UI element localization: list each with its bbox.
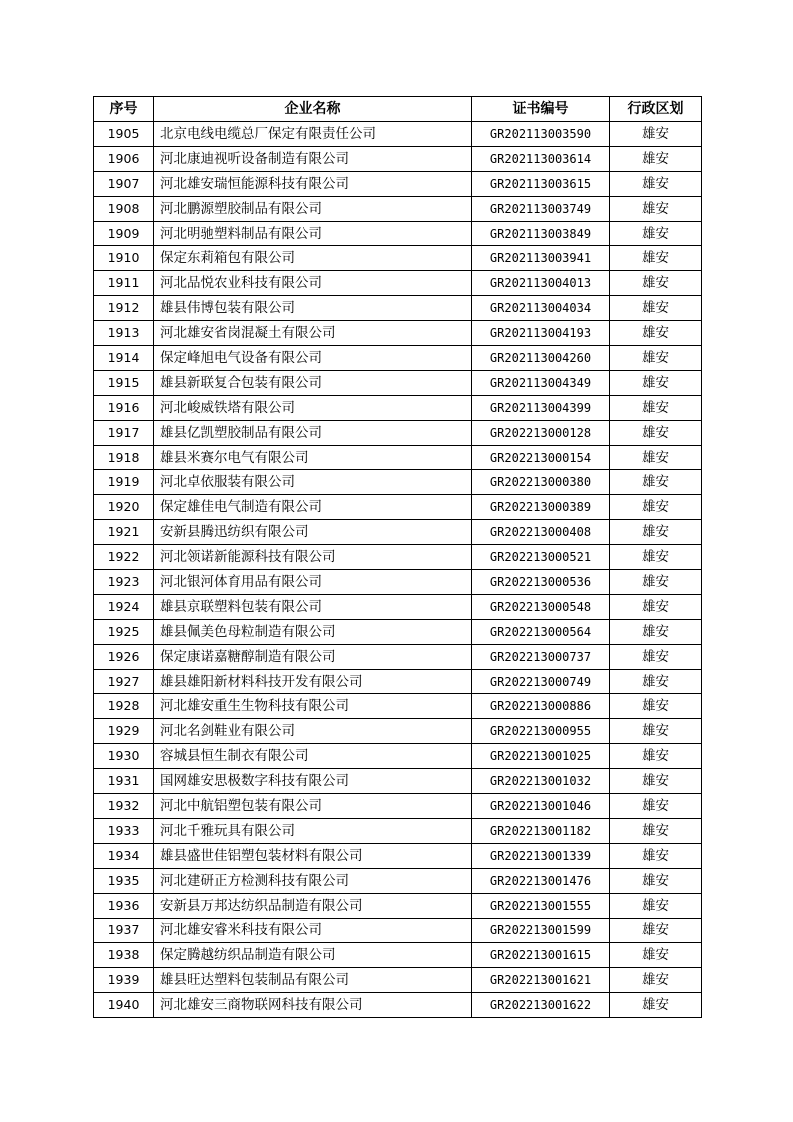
cell-seq: 1928: [94, 694, 154, 719]
header-region: 行政区划: [610, 97, 702, 122]
table-row: [94, 893, 702, 918]
cell-region: 雄安: [610, 694, 702, 719]
cell-certificate-number: GR202213001046: [472, 794, 610, 819]
cell-region: 雄安: [610, 246, 702, 271]
table-row: [94, 470, 702, 495]
cell-seq: 1924: [94, 594, 154, 619]
cell-region: 雄安: [610, 619, 702, 644]
cell-certificate-number: GR202113003614: [472, 146, 610, 171]
table-row: [94, 993, 702, 1018]
table-row: [94, 868, 702, 893]
table-row: [94, 594, 702, 619]
cell-company-name: 保定东莉箱包有限公司: [154, 246, 472, 271]
table-body: [94, 122, 702, 1018]
table-row: [94, 246, 702, 271]
cell-region: 雄安: [610, 968, 702, 993]
cell-region: 雄安: [610, 794, 702, 819]
cell-certificate-number: GR202213001032: [472, 769, 610, 794]
cell-company-name: 河北雄安重生生物科技有限公司: [154, 694, 472, 719]
cell-seq: 1930: [94, 744, 154, 769]
cell-company-name: 雄县京联塑料包装有限公司: [154, 594, 472, 619]
cell-region: 雄安: [610, 420, 702, 445]
cell-region: 雄安: [610, 370, 702, 395]
table-row: [94, 968, 702, 993]
cell-region: 雄安: [610, 769, 702, 794]
cell-certificate-number: GR202213000380: [472, 470, 610, 495]
cell-seq: 1937: [94, 918, 154, 943]
cell-certificate-number: GR202213000154: [472, 445, 610, 470]
cell-seq: 1922: [94, 545, 154, 570]
cell-seq: 1926: [94, 644, 154, 669]
table-row: [94, 146, 702, 171]
cell-region: 雄安: [610, 570, 702, 595]
cell-seq: 1916: [94, 395, 154, 420]
cell-region: 雄安: [610, 719, 702, 744]
table-row: [94, 520, 702, 545]
table-row: [94, 495, 702, 520]
cell-company-name: 河北中航铝塑包装有限公司: [154, 794, 472, 819]
cell-region: 雄安: [610, 395, 702, 420]
cell-certificate-number: GR202213001621: [472, 968, 610, 993]
cell-company-name: 容城县恒生制衣有限公司: [154, 744, 472, 769]
table-row: [94, 694, 702, 719]
cell-seq: 1915: [94, 370, 154, 395]
cell-seq: 1920: [94, 495, 154, 520]
cell-company-name: 河北明驰塑料制品有限公司: [154, 221, 472, 246]
cell-region: 雄安: [610, 470, 702, 495]
cell-region: 雄安: [610, 445, 702, 470]
cell-certificate-number: GR202213000521: [472, 545, 610, 570]
header-cert: 证书编号: [472, 97, 610, 122]
cell-certificate-number: GR202113004193: [472, 321, 610, 346]
cell-region: 雄安: [610, 993, 702, 1018]
cell-region: 雄安: [610, 818, 702, 843]
table-row: [94, 843, 702, 868]
cell-company-name: 河北鹏源塑胶制品有限公司: [154, 196, 472, 221]
table-row: [94, 669, 702, 694]
table-row: [94, 769, 702, 794]
table-row: [94, 171, 702, 196]
cell-seq: 1939: [94, 968, 154, 993]
cell-certificate-number: GR202213001476: [472, 868, 610, 893]
cell-seq: 1905: [94, 122, 154, 147]
cell-seq: 1934: [94, 843, 154, 868]
cell-region: 雄安: [610, 321, 702, 346]
table-row: [94, 346, 702, 371]
cell-certificate-number: GR202113004034: [472, 296, 610, 321]
cell-company-name: 河北银河体育用品有限公司: [154, 570, 472, 595]
table-row: [94, 395, 702, 420]
cell-company-name: 雄县佩美色母粒制造有限公司: [154, 619, 472, 644]
cell-certificate-number: GR202213000536: [472, 570, 610, 595]
cell-region: 雄安: [610, 296, 702, 321]
cell-seq: 1938: [94, 943, 154, 968]
table-row: [94, 196, 702, 221]
table-row: [94, 271, 702, 296]
cell-company-name: 雄县新联复合包装有限公司: [154, 370, 472, 395]
cell-certificate-number: GR202113003590: [472, 122, 610, 147]
table-row: [94, 818, 702, 843]
table-row: [94, 545, 702, 570]
cell-region: 雄安: [610, 669, 702, 694]
table-row: [94, 296, 702, 321]
table-row: [94, 794, 702, 819]
cell-certificate-number: GR202213001555: [472, 893, 610, 918]
cell-certificate-number: GR202213000408: [472, 520, 610, 545]
cell-company-name: 国网雄安思极数字科技有限公司: [154, 769, 472, 794]
cell-region: 雄安: [610, 644, 702, 669]
cell-seq: 1927: [94, 669, 154, 694]
cell-seq: 1918: [94, 445, 154, 470]
cell-certificate-number: GR202213001339: [472, 843, 610, 868]
table-row: [94, 221, 702, 246]
cell-company-name: 安新县腾迅纺织有限公司: [154, 520, 472, 545]
cell-region: 雄安: [610, 943, 702, 968]
cell-region: 雄安: [610, 594, 702, 619]
cell-company-name: 雄县亿凯塑胶制品有限公司: [154, 420, 472, 445]
cell-company-name: 河北康迪视听设备制造有限公司: [154, 146, 472, 171]
enterprise-table: [93, 96, 702, 1018]
table-header-row: [94, 97, 702, 122]
cell-certificate-number: GR202113003615: [472, 171, 610, 196]
cell-seq: 1914: [94, 346, 154, 371]
cell-seq: 1909: [94, 221, 154, 246]
header-name: 企业名称: [154, 97, 472, 122]
cell-region: 雄安: [610, 893, 702, 918]
cell-certificate-number: GR202113004349: [472, 370, 610, 395]
cell-company-name: 保定腾越纺织品制造有限公司: [154, 943, 472, 968]
table-row: [94, 570, 702, 595]
cell-company-name: 河北品悦农业科技有限公司: [154, 271, 472, 296]
cell-certificate-number: GR202213000955: [472, 719, 610, 744]
cell-region: 雄安: [610, 495, 702, 520]
cell-region: 雄安: [610, 918, 702, 943]
cell-certificate-number: GR202213001599: [472, 918, 610, 943]
cell-certificate-number: GR202113004013: [472, 271, 610, 296]
cell-seq: 1923: [94, 570, 154, 595]
table-row: [94, 644, 702, 669]
cell-seq: 1911: [94, 271, 154, 296]
cell-region: 雄安: [610, 196, 702, 221]
cell-region: 雄安: [610, 545, 702, 570]
cell-certificate-number: GR202213001025: [472, 744, 610, 769]
cell-certificate-number: GR202213000548: [472, 594, 610, 619]
cell-seq: 1906: [94, 146, 154, 171]
cell-certificate-number: GR202113004260: [472, 346, 610, 371]
document-page: [93, 96, 701, 1018]
cell-seq: 1925: [94, 619, 154, 644]
cell-certificate-number: GR202213001615: [472, 943, 610, 968]
cell-seq: 1919: [94, 470, 154, 495]
cell-company-name: 河北雄安省岗混凝土有限公司: [154, 321, 472, 346]
cell-company-name: 雄县盛世佳铝塑包装材料有限公司: [154, 843, 472, 868]
cell-company-name: 河北雄安睿米科技有限公司: [154, 918, 472, 943]
cell-region: 雄安: [610, 171, 702, 196]
cell-certificate-number: GR202213001622: [472, 993, 610, 1018]
cell-region: 雄安: [610, 868, 702, 893]
cell-region: 雄安: [610, 122, 702, 147]
cell-region: 雄安: [610, 346, 702, 371]
cell-seq: 1913: [94, 321, 154, 346]
cell-seq: 1936: [94, 893, 154, 918]
table-row: [94, 619, 702, 644]
cell-company-name: 雄县雄阳新材料科技开发有限公司: [154, 669, 472, 694]
header-seq: 序号: [94, 97, 154, 122]
cell-certificate-number: GR202113003849: [472, 221, 610, 246]
cell-region: 雄安: [610, 744, 702, 769]
cell-region: 雄安: [610, 520, 702, 545]
table-row: [94, 321, 702, 346]
cell-seq: 1932: [94, 794, 154, 819]
cell-company-name: 北京电线电缆总厂保定有限责任公司: [154, 122, 472, 147]
cell-company-name: 河北领诺新能源科技有限公司: [154, 545, 472, 570]
table-row: [94, 744, 702, 769]
cell-seq: 1931: [94, 769, 154, 794]
cell-seq: 1940: [94, 993, 154, 1018]
cell-certificate-number: GR202113003749: [472, 196, 610, 221]
cell-certificate-number: GR202213000749: [472, 669, 610, 694]
cell-seq: 1910: [94, 246, 154, 271]
table-row: [94, 445, 702, 470]
cell-seq: 1935: [94, 868, 154, 893]
cell-company-name: 河北雄安三商物联网科技有限公司: [154, 993, 472, 1018]
table-row: [94, 719, 702, 744]
cell-company-name: 河北雄安瑞恒能源科技有限公司: [154, 171, 472, 196]
cell-company-name: 河北卓依服装有限公司: [154, 470, 472, 495]
cell-region: 雄安: [610, 271, 702, 296]
cell-certificate-number: GR202213001182: [472, 818, 610, 843]
table-row: [94, 918, 702, 943]
table-row: [94, 370, 702, 395]
cell-region: 雄安: [610, 221, 702, 246]
cell-seq: 1907: [94, 171, 154, 196]
cell-certificate-number: GR202213000564: [472, 619, 610, 644]
cell-company-name: 保定峰旭电气设备有限公司: [154, 346, 472, 371]
cell-company-name: 河北千雅玩具有限公司: [154, 818, 472, 843]
cell-company-name: 保定雄佳电气制造有限公司: [154, 495, 472, 520]
cell-company-name: 雄县米赛尔电气有限公司: [154, 445, 472, 470]
cell-region: 雄安: [610, 843, 702, 868]
cell-certificate-number: GR202213000128: [472, 420, 610, 445]
table-row: [94, 943, 702, 968]
cell-certificate-number: GR202113004399: [472, 395, 610, 420]
cell-company-name: 河北峻威铁塔有限公司: [154, 395, 472, 420]
table-row: [94, 122, 702, 147]
cell-seq: 1917: [94, 420, 154, 445]
cell-seq: 1929: [94, 719, 154, 744]
cell-seq: 1921: [94, 520, 154, 545]
cell-certificate-number: GR202213000389: [472, 495, 610, 520]
cell-company-name: 安新县万邦达纺织品制造有限公司: [154, 893, 472, 918]
cell-company-name: 河北名剑鞋业有限公司: [154, 719, 472, 744]
cell-certificate-number: GR202213000886: [472, 694, 610, 719]
cell-company-name: 雄县旺达塑料包装制品有限公司: [154, 968, 472, 993]
cell-seq: 1933: [94, 818, 154, 843]
cell-company-name: 雄县伟博包装有限公司: [154, 296, 472, 321]
cell-company-name: 河北建研正方检测科技有限公司: [154, 868, 472, 893]
cell-seq: 1908: [94, 196, 154, 221]
table-row: [94, 420, 702, 445]
cell-region: 雄安: [610, 146, 702, 171]
cell-company-name: 保定康诺嘉糖醇制造有限公司: [154, 644, 472, 669]
cell-certificate-number: GR202213000737: [472, 644, 610, 669]
cell-seq: 1912: [94, 296, 154, 321]
cell-certificate-number: GR202113003941: [472, 246, 610, 271]
